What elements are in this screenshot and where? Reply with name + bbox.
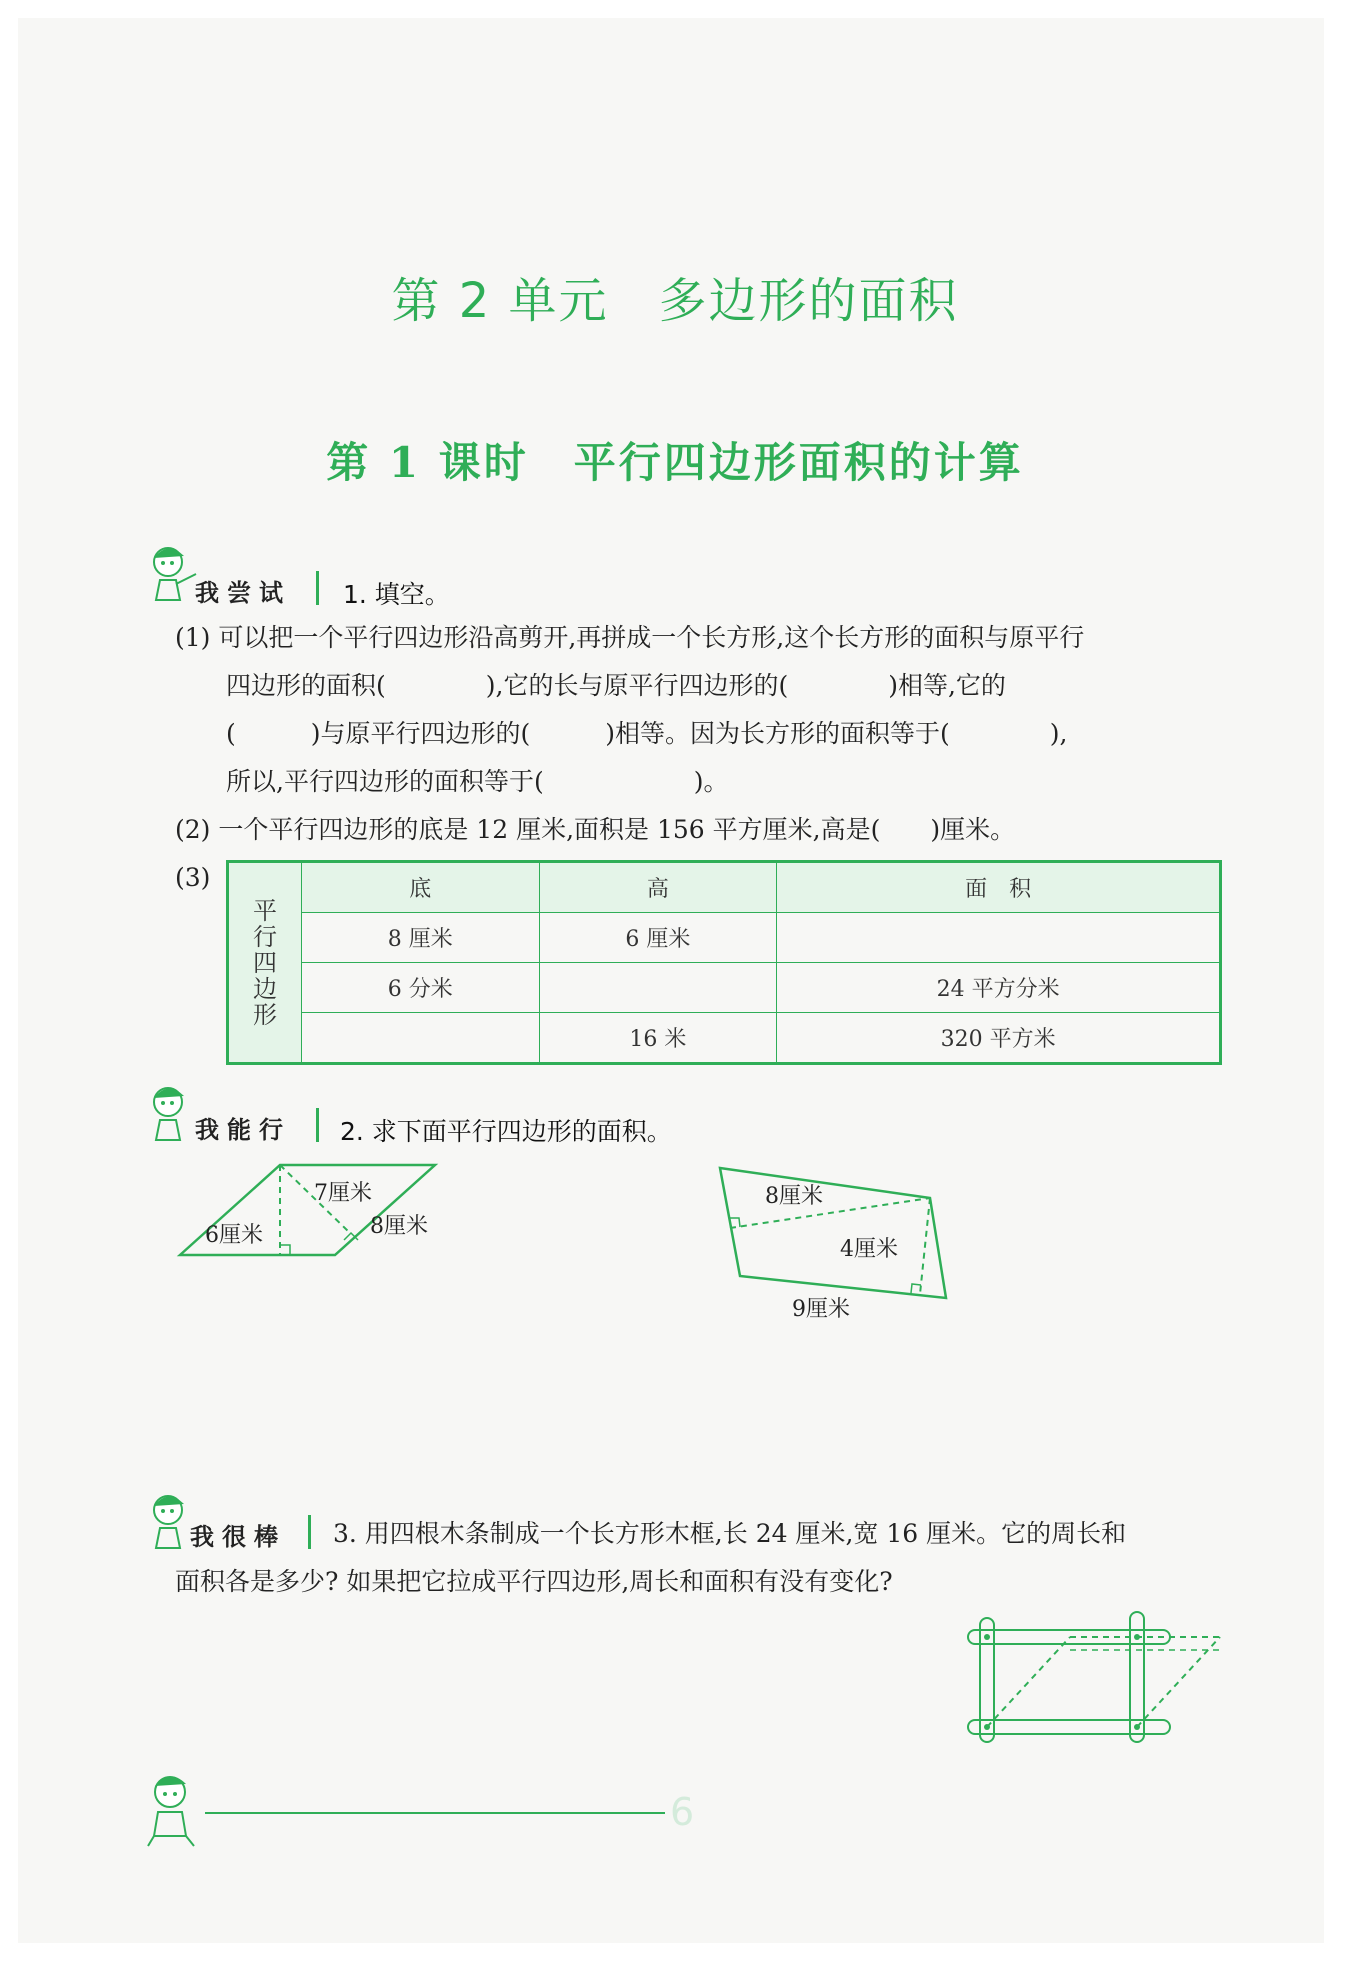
parallelogram-figure-1 (170, 1150, 450, 1270)
unit-title: 第 2 单元 多边形的面积 (391, 273, 959, 329)
figure-1-label-7: 7厘米 (314, 1181, 372, 1206)
footer-mascot-icon (140, 1770, 210, 1850)
question-3-line-1: 3. 用四根木条制成一个长方形木框,长 24 厘米,宽 16 厘米。它的周长和 (333, 1519, 1127, 1548)
figure-1-label-6: 6厘米 (205, 1223, 263, 1248)
badge-can-do: 我能行 (195, 1116, 291, 1144)
q1-line-2: 四边形的面积( ),它的长与原平行四边形的( )相等,它的 (226, 671, 1006, 700)
badge-divider (308, 1515, 311, 1549)
q1-line-3: ( )与原平行四边形的( )相等。因为长方形的面积等于( ), (226, 719, 1068, 748)
q1-line-6: (3) (175, 863, 211, 892)
badge-great: 我很棒 (190, 1523, 286, 1551)
q1-line-5: (2) 一个平行四边形的底是 12 厘米,面积是 156 平方厘米,高是( )厘米。 (175, 815, 1016, 844)
header-height: 高 (539, 862, 777, 913)
figure-2-label-8: 8厘米 (765, 1184, 823, 1209)
header-base: 底 (302, 862, 540, 913)
wood-frame-figure (960, 1590, 1230, 1750)
question-1-title: 1. 填空。 (343, 580, 450, 609)
table-row-label: 平行四边形 (228, 862, 302, 1064)
right-stick (1130, 1612, 1144, 1742)
figure-1-label-8: 8厘米 (370, 1214, 428, 1239)
badge-try: 我尝试 (195, 579, 291, 607)
slanted-left (987, 1637, 1070, 1727)
table-row: 16 米 320 平方米 (228, 1013, 1221, 1064)
header-area: 面 积 (777, 862, 1221, 913)
figure-2-outline (720, 1168, 946, 1298)
q1-line-1: (1) 可以把一个平行四边形沿高剪开,再拼成一个长方形,这个长方形的面积与原平行 (175, 623, 1085, 652)
footer-rule (205, 1812, 665, 1814)
table-row: 8 厘米 6 厘米 (228, 913, 1221, 963)
right-angle-mark (911, 1284, 921, 1293)
figure-2-label-4: 4厘米 (840, 1237, 898, 1262)
question-3-line-2: 面积各是多少? 如果把它拉成平行四边形,周长和面积有没有变化? (175, 1567, 893, 1596)
lesson-title: 第 1 课时 平行四边形面积的计算 (326, 438, 1024, 487)
right-angle-mark (280, 1245, 290, 1255)
badge-divider (316, 1108, 319, 1142)
page-number: 6 (670, 1790, 695, 1834)
figure-2-height-a (730, 1198, 930, 1228)
question-2-title: 2. 求下面平行四边形的面积。 (340, 1117, 672, 1146)
figure-2-label-9: 9厘米 (792, 1297, 850, 1322)
parallelogram-figure-2 (700, 1148, 960, 1328)
figure-2-height-b (920, 1198, 930, 1294)
badge-divider (316, 571, 319, 605)
parallelogram-table (226, 860, 1222, 1065)
q1-line-4: 所以,平行四边形的面积等于( )。 (226, 767, 729, 796)
table-row: 6 分米 24 平方分米 (228, 963, 1221, 1013)
